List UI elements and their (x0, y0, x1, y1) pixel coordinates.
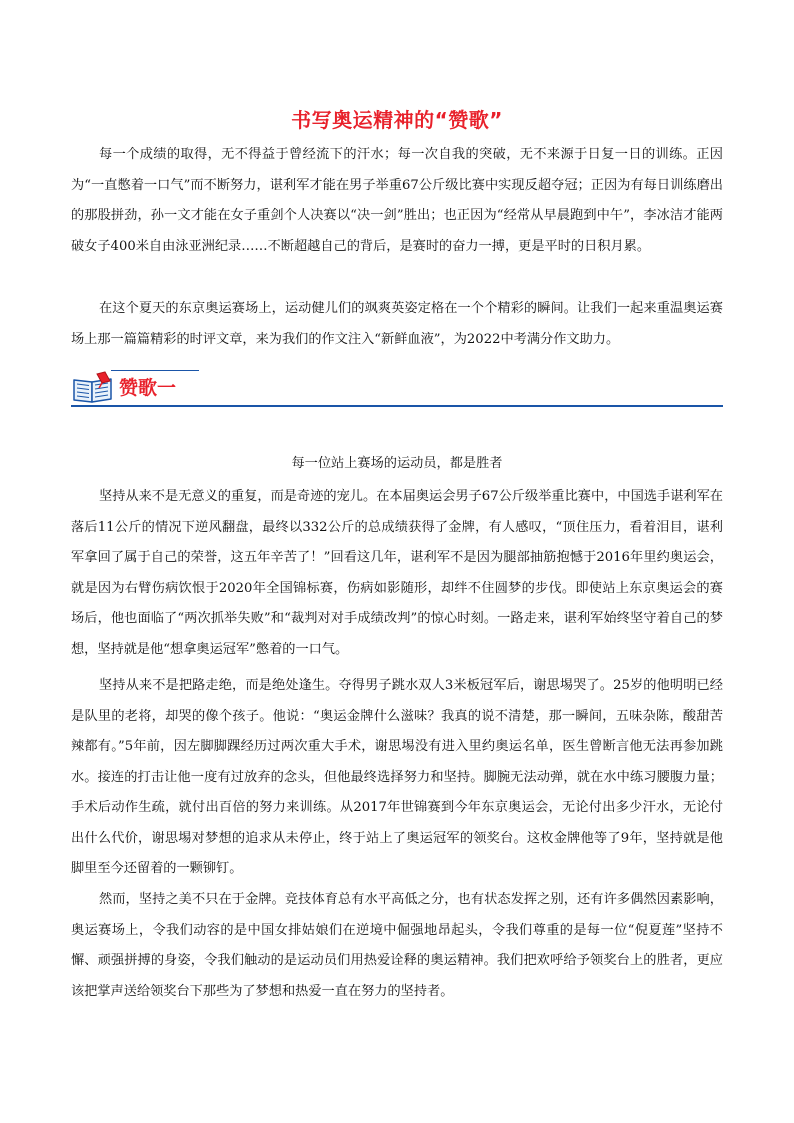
intro-paragraph-2: 在这个夏天的东京奥运赛场上，运动健儿们的飒爽英姿定格在一个个精彩的瞬间。让我们一起来重温奥运赛场上那一篇篇精彩的时评文章，来为我们的作文注入“新鲜血液”，为2022中考满分作文助力。 (71, 301, 723, 347)
intro-paragraph-1: 每一个成绩的取得，无不得益于曾经流下的汗水；每一次自我的突破，无不来源于日复一日的训练。正因为“一直憋着一口气”而不断努力，谌利军才能在男子举重67公斤级比赛中实现反超夺冠；正因为有每日训练磨出的那股拼劲，孙一文才能在女子重剑个人决赛以“决一剑”胜出；也正因为“经常从早晨跑到中午”，李冰洁才能两破女子400米自由泳亚洲纪录……不断超越自己的背后，是赛时的奋力一搏，更是平时的日积月累。 (71, 147, 723, 254)
section-header (71, 365, 723, 409)
page-title: 书写奥运精神的“赞歌” (291, 108, 503, 132)
section-title: 赞歌一 (119, 377, 177, 399)
section-header-bottom-rule (71, 405, 723, 407)
article-subtitle: 每一位站上赛场的运动员，都是胜者 (291, 456, 503, 471)
article-paragraph-3: 然而，坚持之美不只在于金牌。竞技体育总有水平高低之分，也有状态发挥之别，还有许多偶然因素影响，奥运赛场上，令我们动容的是中国女排姑娘们在逆境中倔强地昂起头，令我们尊重的是每一位“倪夏莲”坚持不懈、顽强拼搏的身姿，令我们触动的是运动员们用热爱诠释的奥运精神。我们把欢呼给予领奖台上的胜者，更应该把掌声送给领奖台下那些为了梦想和热爱一直在努力的坚持者。 (71, 892, 723, 999)
section-header-top-rule (111, 370, 199, 371)
book-icon (71, 371, 115, 403)
article-paragraph-1: 坚持从来不是无意义的重复，而是奇迹的宠儿。在本届奥运会男子67公斤级举重比赛中，中国选手谌利军在落后11公斤的情况下逆风翻盘，最终以332公斤的总成绩获得了金牌，有人感叹，“顶住压力，看着泪目，谌利军拿回了属于自己的荣誉，这五年辛苦了！”回看这几年，谌利军不是因为腿部抽筋抱憾于2016年里约奥运会，就是因为右臂伤病饮恨于2020年全国锦标赛，伤病如影随形，却绊不住圆梦的步伐。即使站上东京奥运会的赛场后，他也面临了“两次抓举失败”和“裁判对对手成绩改判”的惊心时刻。一路走来，谌利军始终坚守着自己的梦想，坚持就是他“想拿奥运冠军”憋着的一口气。 (71, 489, 723, 657)
article-paragraph-2: 坚持从来不是把路走绝，而是绝处逢生。夺得男子跳水双人3米板冠军后，谢思埸哭了。25岁的他明明已经是队里的老将，却哭的像个孩子。他说：“奥运金牌什么滋味？我真的说不清楚，那一瞬间，五味杂陈，酸甜苦辣都有。”5年前，因左脚脚踝经历过两次重大手术，谢思埸没有进入里约奥运名单，医生曾断言他无法再参加跳水。接连的打击让他一度有过放弃的念头，但他最终选择努力和坚持。脚腕无法动弹，就在水中练习腰腹力量；手术后动作生疏，就付出百倍的努力来训练。从2017年世锦赛到今年东京奥运会，无论付出多少汗水，无论付出什么代价，谢思埸对梦想的追求从未停止，终于站上了奥运冠军的领奖台。这枚金牌他等了9年，坚持就是他脚里至今还留着的一颗铆钉。 (71, 678, 723, 876)
